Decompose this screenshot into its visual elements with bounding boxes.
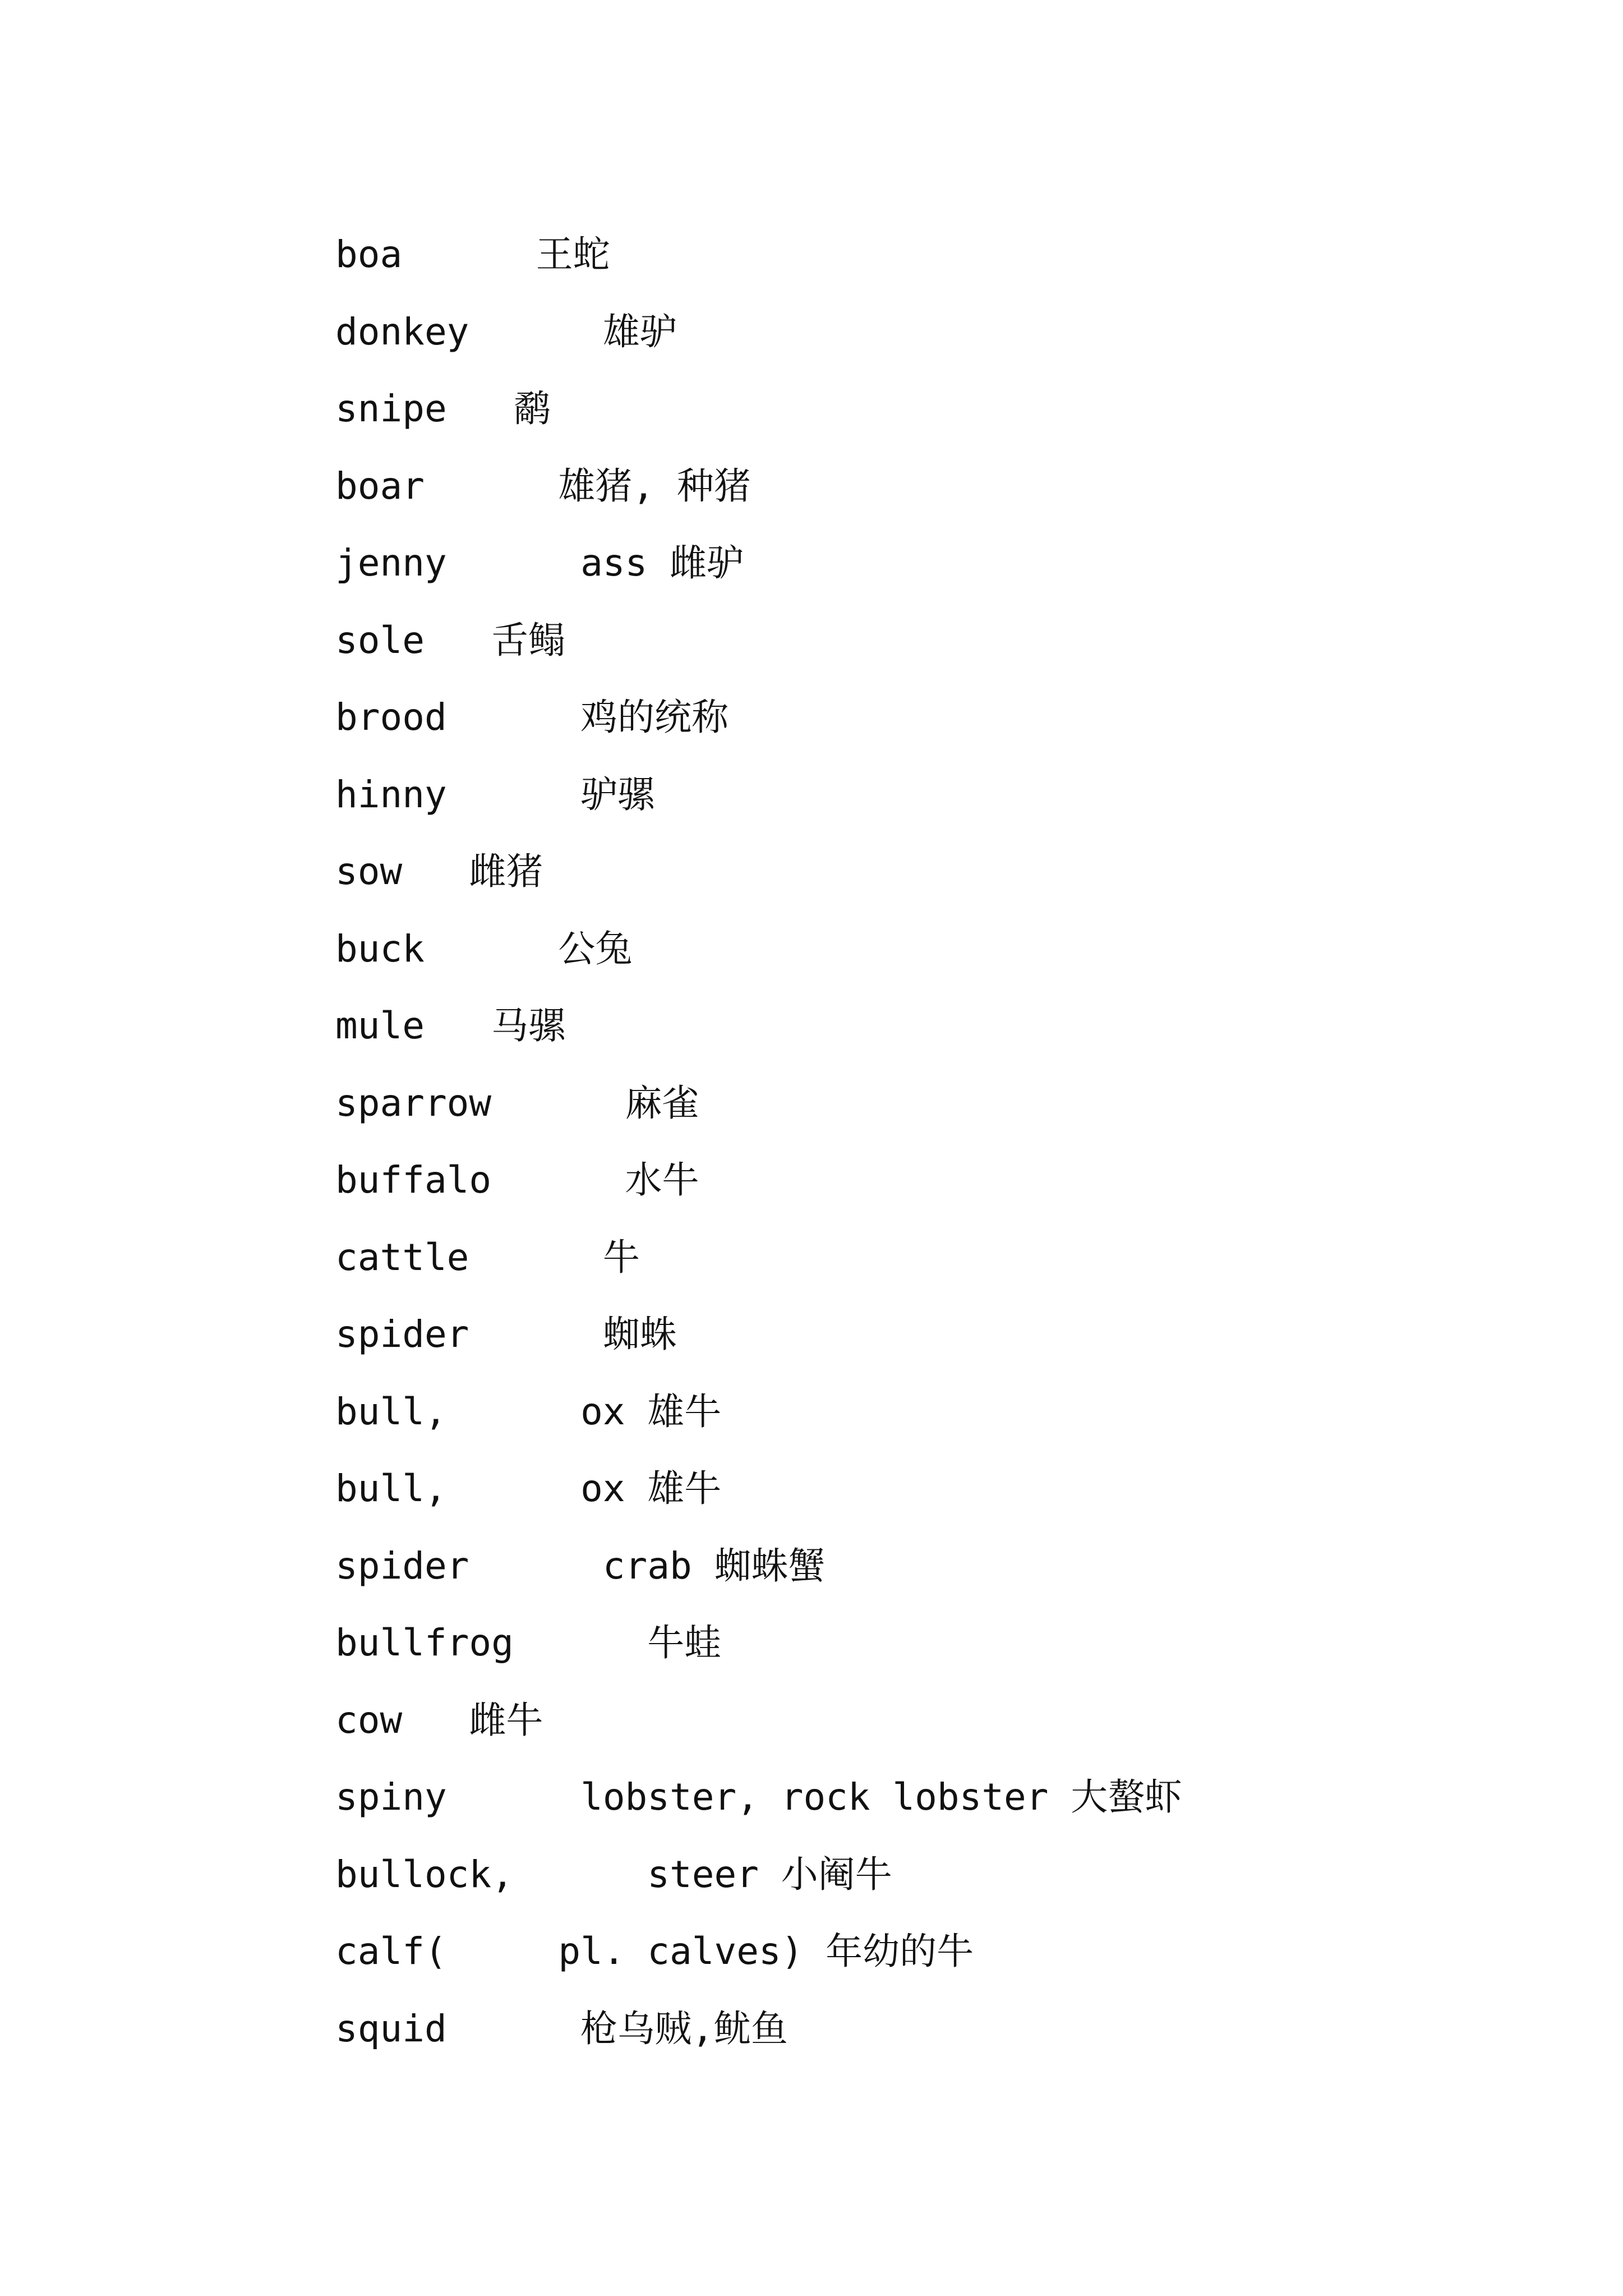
vocab-entry: cattle 牛 — [335, 1235, 640, 1279]
vocab-entry: buffalo 水牛 — [335, 1158, 699, 1202]
vocabulary-list — [335, 216, 1182, 2067]
vocab-entry: donkey 雄驴 — [335, 310, 677, 353]
vocab-entry: mule 马骡 — [335, 1004, 566, 1047]
vocab-entry: snipe 鹬 — [335, 387, 551, 430]
vocab-entry: sow 雌猪 — [335, 850, 543, 893]
vocab-entry: boar 雄猪, 种猪 — [335, 464, 751, 508]
vocab-entry: jenny ass 雌驴 — [335, 541, 744, 585]
vocab-entry: buck 公兔 — [335, 927, 633, 970]
vocab-entry: bull, ox 雄牛 — [335, 1467, 722, 1510]
vocab-entry: squid 枪乌贼,鱿鱼 — [335, 2007, 788, 2050]
vocab-entry: sparrow 麻雀 — [335, 1081, 699, 1125]
vocab-entry: bull, ox 雄牛 — [335, 1389, 722, 1433]
vocab-entry: hinny 驴骡 — [335, 772, 655, 816]
vocab-entry: brood 鸡的统称 — [335, 696, 729, 739]
vocab-entry: bullock, steer 小阉牛 — [335, 1852, 892, 1896]
vocab-entry: spiny lobster, rock lobster 大螯虾 — [335, 1775, 1182, 1819]
vocab-entry: boa 王蛇 — [335, 233, 610, 276]
vocab-entry: sole 舌鳎 — [335, 618, 566, 662]
vocab-entry: calf( pl. calves) 年幼的牛 — [335, 1930, 974, 1973]
vocab-entry: spider crab 蜘蛛蟹 — [335, 1544, 826, 1588]
vocab-entry: cow 雌牛 — [335, 1698, 543, 1742]
vocab-entry: bullfrog 牛蛙 — [335, 1621, 722, 1664]
vocab-entry: spider 蜘蛛 — [335, 1313, 677, 1356]
